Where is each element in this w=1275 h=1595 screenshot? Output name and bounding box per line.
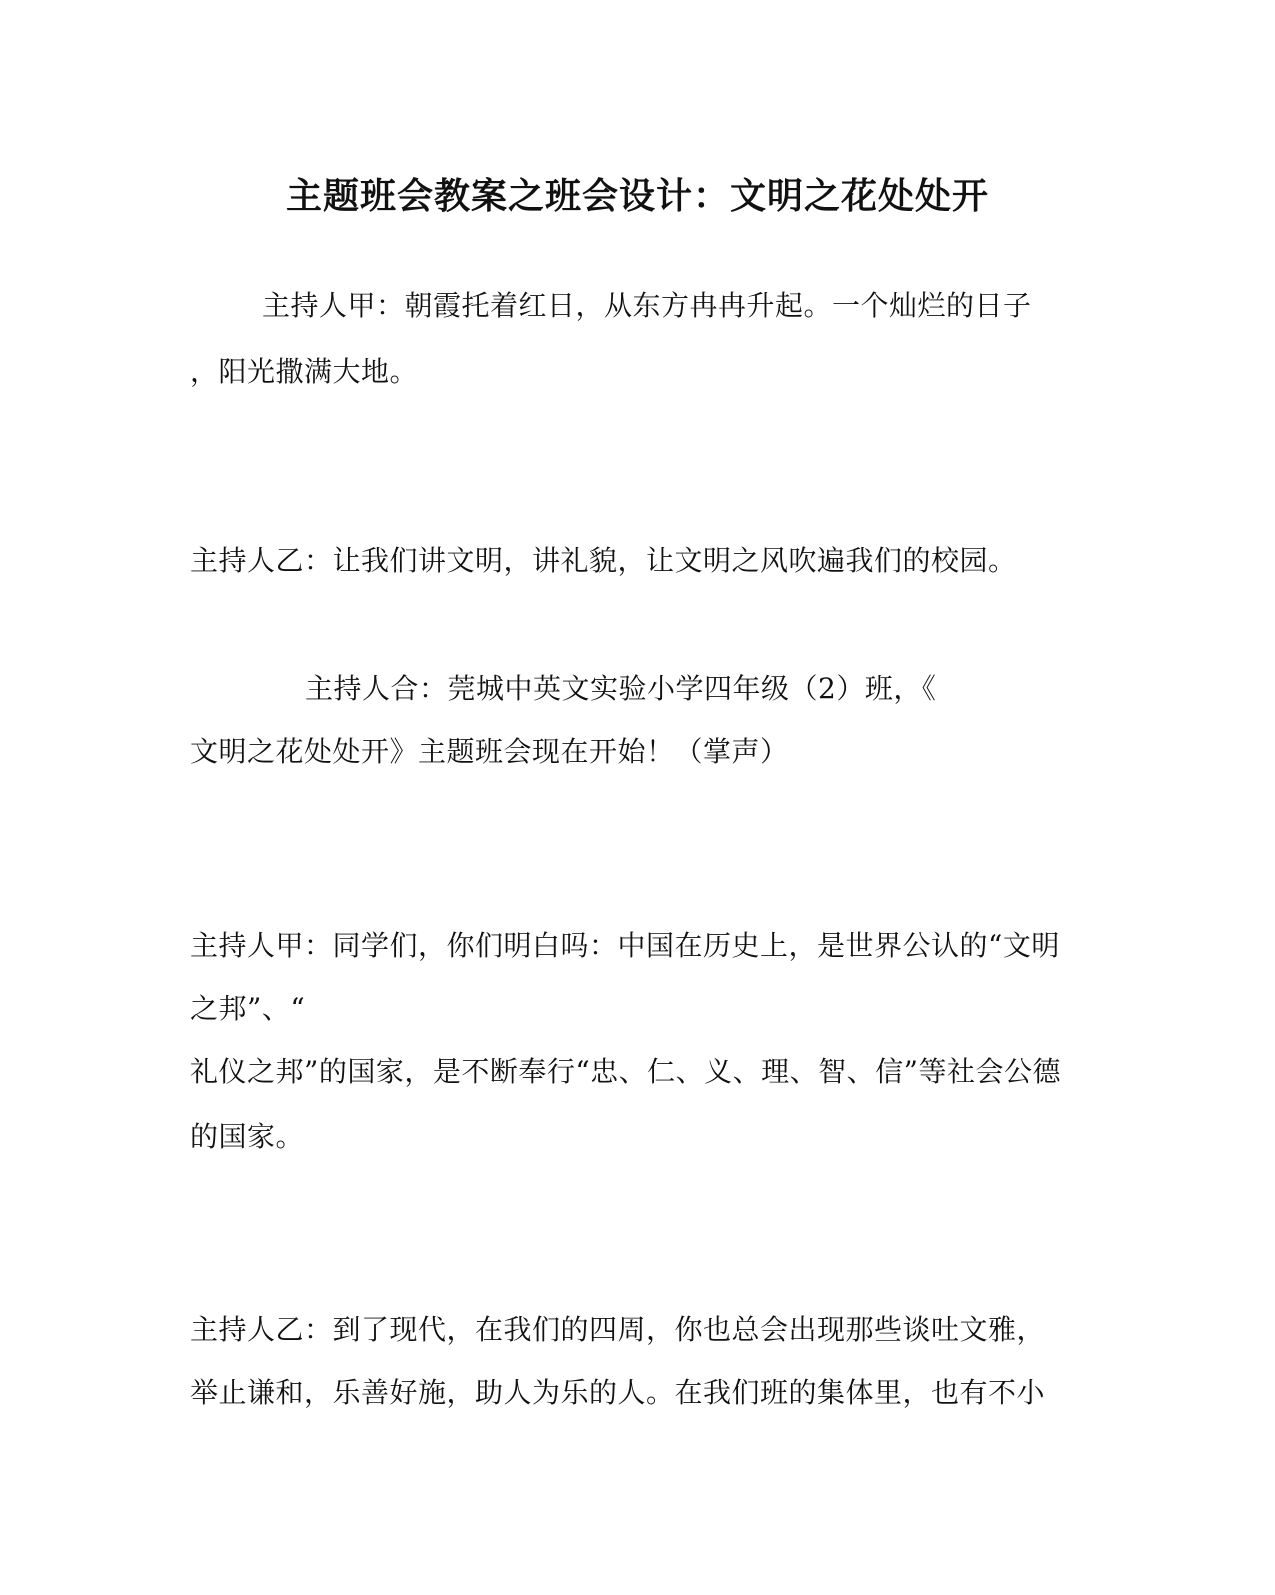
paragraph-line: 之邦”、“ bbox=[190, 992, 306, 1025]
paragraph-line: 文明之花处处开》主题班会现在开始！（掌声） bbox=[190, 735, 789, 768]
paragraph-line: 礼仪之邦”的国家，是不断奉行“忠、仁、义、理、智、信”等社会公德 bbox=[190, 1055, 1061, 1088]
paragraph-line: 主持人甲：同学们，你们明白吗：中国在历史上，是世界公认的“文明 bbox=[190, 929, 1060, 962]
paragraph-line: 主持人乙：到了现代，在我们的四周，你也总会出现那些谈吐文雅， bbox=[190, 1313, 1046, 1346]
paragraph-line: 主持人甲：朝霞托着红日，从东方冉冉升起。一个灿烂的日子 bbox=[262, 289, 1032, 322]
document-title: 主题班会教案之班会设计：文明之花处处开 bbox=[285, 175, 989, 217]
paragraph-line: 举止谦和，乐善好施，助人为乐的人。在我们班的集体里，也有不小 bbox=[190, 1376, 1046, 1409]
paragraph-line: 主持人合：莞城中英文实验小学四年级（2）班，《 bbox=[305, 672, 937, 705]
paragraph-line: 的国家。 bbox=[190, 1120, 305, 1153]
paragraph-line: ，阳光撒满大地。 bbox=[190, 355, 419, 388]
paragraph-line: 主持人乙：让我们讲文明，讲礼貌，让文明之风吹遍我们的校园。 bbox=[190, 544, 1017, 577]
